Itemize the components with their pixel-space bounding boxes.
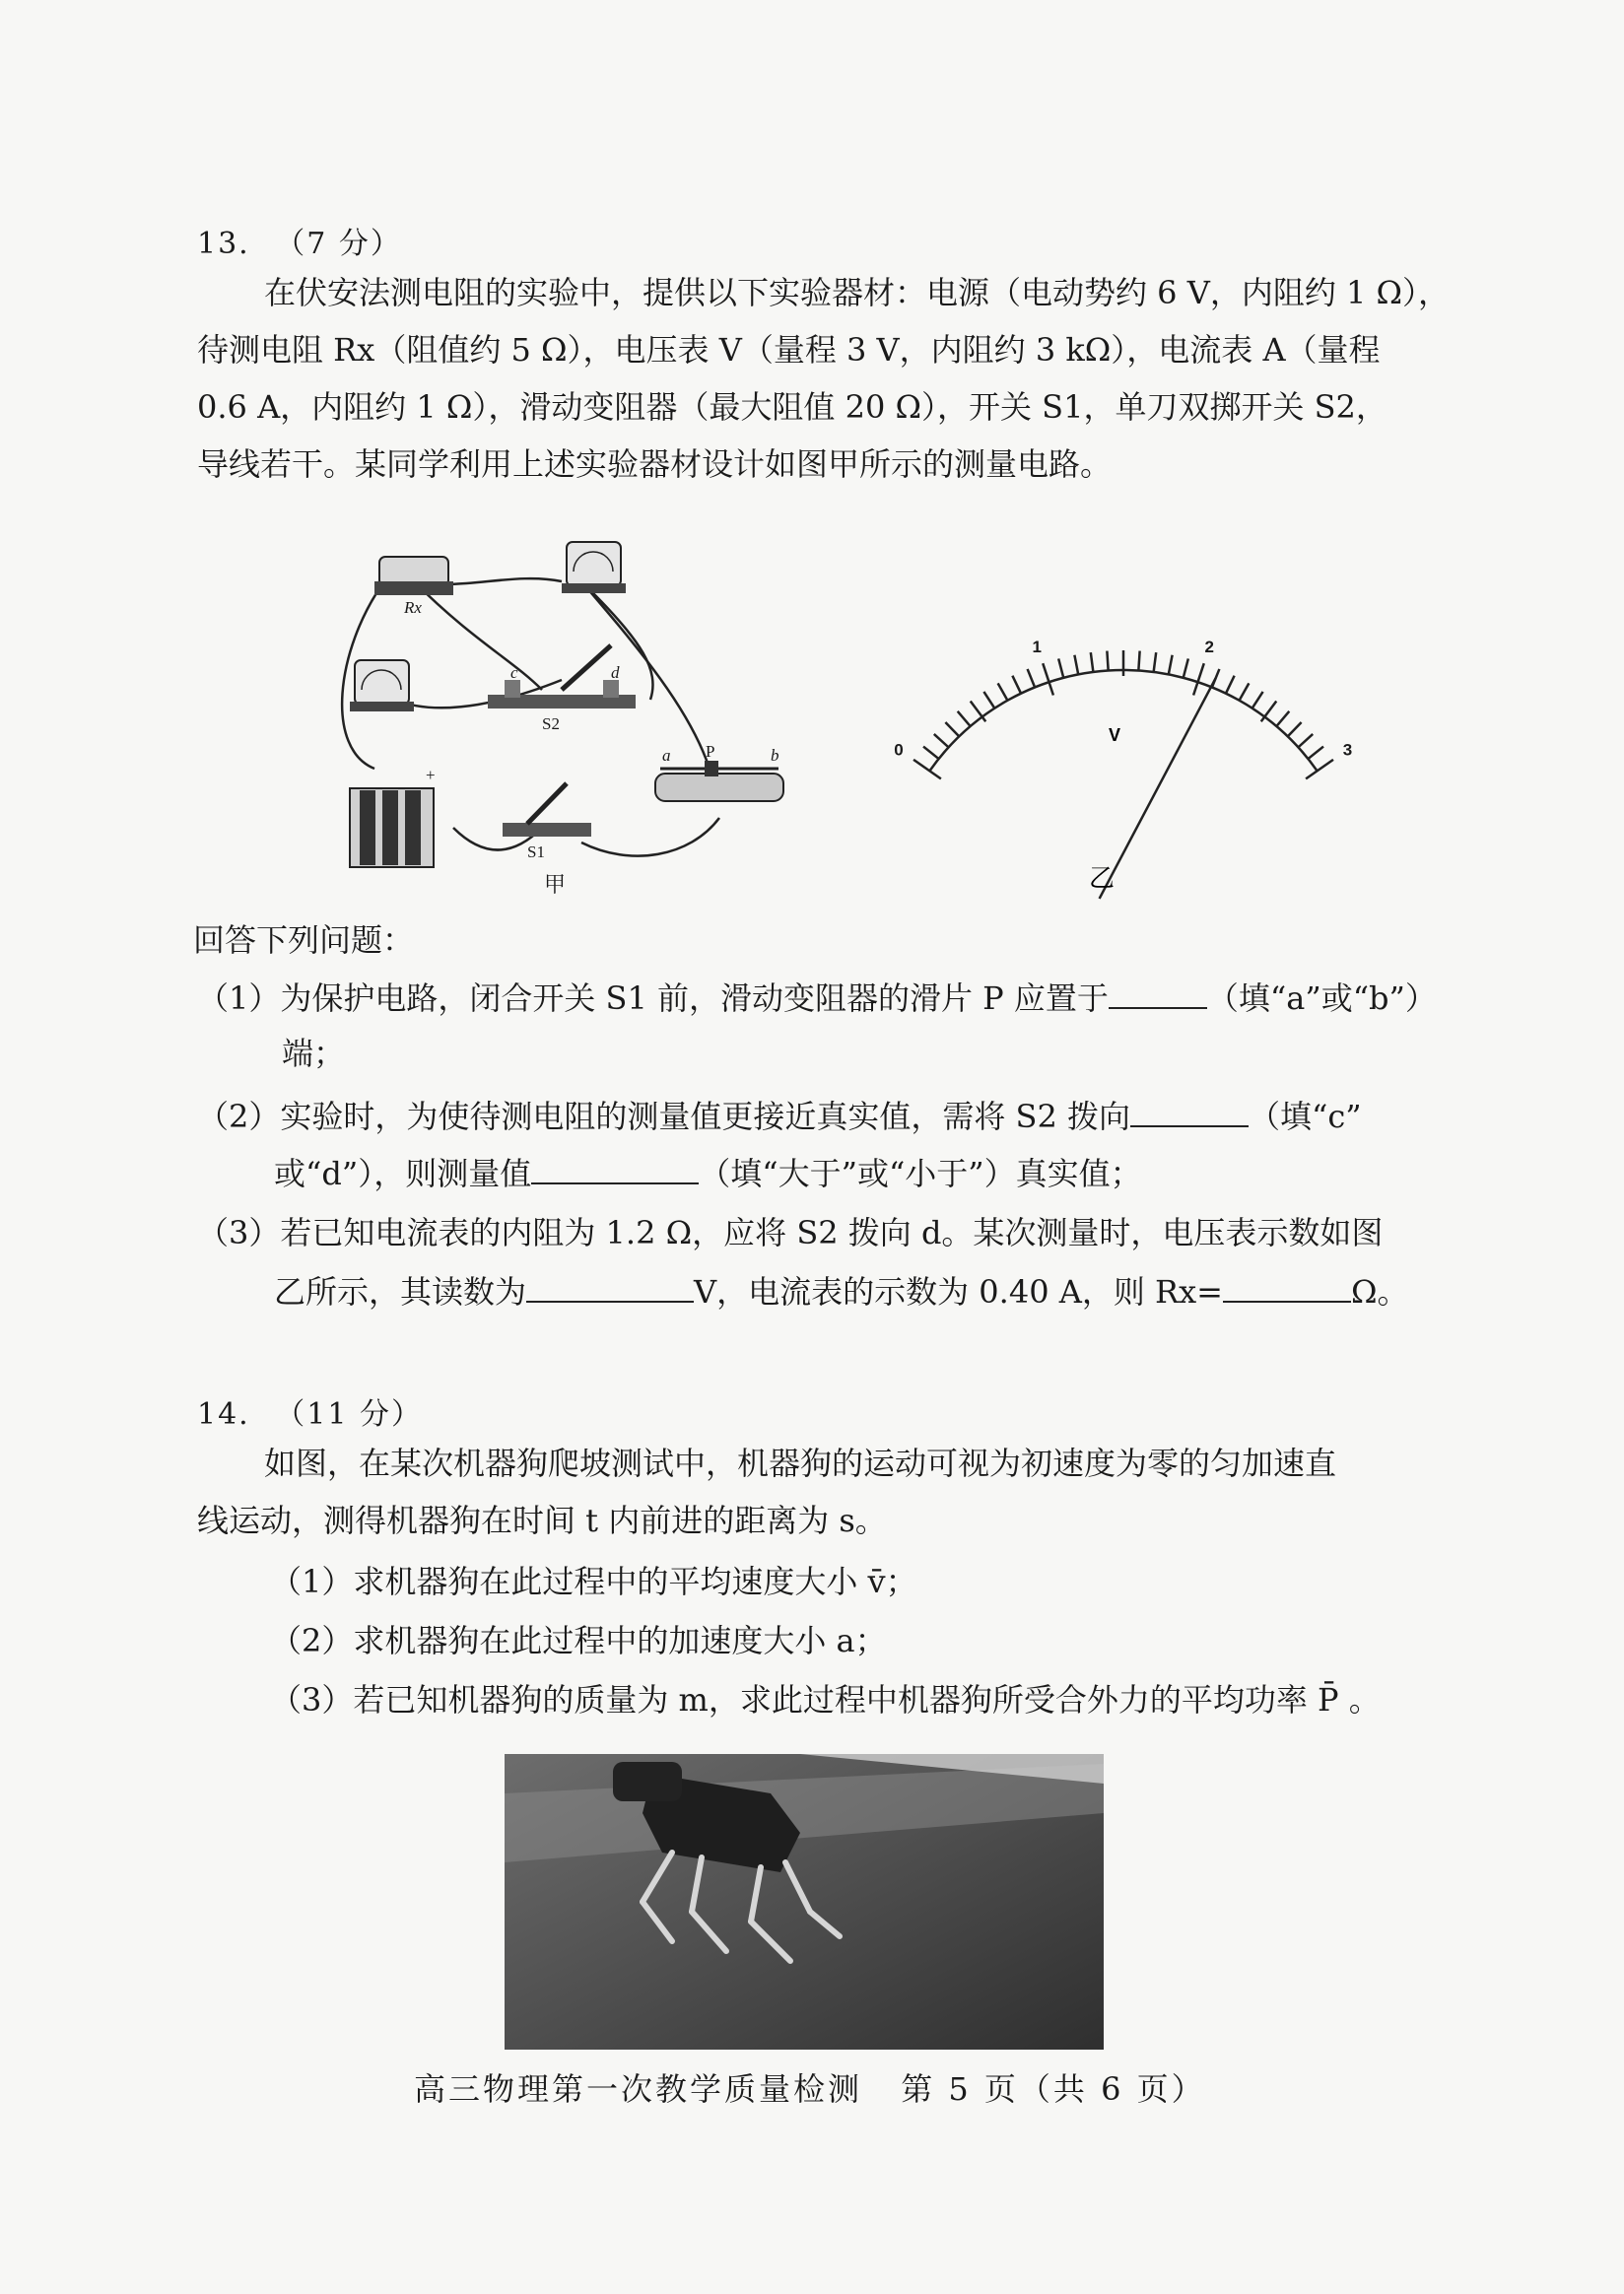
label-d: d <box>611 663 620 682</box>
dial-tick <box>1012 676 1021 694</box>
caption-jia: 甲 <box>544 872 567 897</box>
label-s2: S2 <box>542 714 560 733</box>
q13-intro-line: 待测电阻 Rx（阻值约 5 Ω），电压表 V（量程 3 V，内阻约 3 kΩ），电流表 A（量程 <box>197 331 1381 369</box>
dial-tick <box>923 747 939 759</box>
dial-tick <box>1074 655 1078 675</box>
q13-item-3-cont: 乙所示，其读数为 V，电流表的示数为 0.40 A，则 Rx= Ω。 <box>274 1273 1409 1311</box>
voltmeter <box>350 660 414 711</box>
answer-blank[interactable] <box>1223 1271 1351 1303</box>
q14-points: （11 分） <box>275 1397 423 1432</box>
battery <box>350 788 434 867</box>
dial-unit: V <box>1109 725 1121 745</box>
label-a: a <box>662 746 671 765</box>
q13-intro-line: 在伏安法测电阻的实验中，提供以下实验器材：电源（电动势约 6 V，内阻约 1 Ω）， <box>264 274 1451 311</box>
dial-tick <box>1154 652 1157 672</box>
label-b: b <box>771 746 779 765</box>
q14-number: 14. <box>197 1397 250 1432</box>
q14-intro-line: 线运动，测得机器狗在时间 t 内前进的距离为 s。 <box>197 1502 887 1539</box>
q13-header <box>197 219 402 262</box>
dial-tick <box>1193 663 1204 695</box>
q13-answer-prompt: 回答下列问题： <box>193 921 415 959</box>
dial-tick <box>1184 658 1188 677</box>
q14-intro-line: 如图，在某次机器狗爬坡测试中，机器狗的运动可视为初速度为零的匀加速直 <box>264 1445 1337 1482</box>
label-plus: + <box>426 766 436 784</box>
answer-blank[interactable] <box>531 1153 699 1184</box>
dial-arc <box>929 670 1317 771</box>
dial-tick-label: 3 <box>1342 740 1353 760</box>
voltmeter-dial-yi <box>867 581 1380 907</box>
ammeter <box>562 542 626 593</box>
wire <box>414 581 542 690</box>
dial-needle <box>1100 678 1216 899</box>
dial-tick <box>958 711 971 726</box>
robot-dog-photo <box>505 1754 1104 2050</box>
q13-item-3: （3）若已知电流表的内阻为 1.2 Ω，应将 S2 拨向 d。某次测量时，电压表示数如图 <box>197 1214 1384 1251</box>
dial-tick-label: 0 <box>894 740 904 760</box>
dial-tick <box>1226 676 1235 694</box>
answer-blank[interactable] <box>526 1271 694 1303</box>
answer-blank[interactable] <box>1130 1096 1249 1127</box>
dial-tick <box>1138 651 1139 671</box>
dial-tick <box>1308 747 1323 759</box>
dial-tick <box>1058 658 1063 677</box>
dial-tick <box>1240 683 1250 700</box>
q13-item-2: （2）实验时，为使待测电阻的测量值更接近真实值，需将 S2 拨向 （填“c” <box>197 1098 1362 1135</box>
q13-intro-line: 导线若干。某同学利用上述实验器材设计如图甲所示的测量电路。 <box>197 445 1113 483</box>
q14-intro <box>197 1435 1458 1549</box>
q13-number: 13. <box>197 227 250 261</box>
label-c: c <box>510 663 518 682</box>
dial-tick <box>983 692 994 708</box>
switch-s1 <box>503 783 591 837</box>
wire <box>581 581 710 769</box>
q13-item-1-cont: 端； <box>282 1035 346 1072</box>
dial-tick-label: 2 <box>1204 638 1214 657</box>
dial-tick <box>1107 651 1108 671</box>
wire <box>581 818 719 856</box>
resistor-rx <box>374 557 453 595</box>
q13-item-2-cont: 或“d”），则测量值 （填“大于”或“小于”）真实值； <box>274 1155 1142 1192</box>
dial-tick <box>1043 663 1053 695</box>
wire <box>591 591 653 700</box>
rheostat <box>655 761 783 801</box>
q14-item-1: （1）求机器狗在此过程中的平均速度大小 v̄； <box>270 1563 917 1600</box>
dial-tick <box>945 722 959 736</box>
q13-item-1: （1）为保护电路，闭合开关 S1 前，滑动变阻器的滑片 P 应置于 （填“a”或“b”） <box>197 979 1437 1017</box>
dial-tick <box>1276 711 1289 726</box>
dial-tick <box>998 683 1008 700</box>
page-footer <box>414 2064 1232 2110</box>
label-p: P <box>706 742 715 761</box>
dial-tick <box>934 734 949 747</box>
label-rx: Rx <box>404 598 422 617</box>
dial-tick <box>1028 669 1035 688</box>
q14-item-2: （2）求机器狗在此过程中的加速度大小 a； <box>270 1622 887 1659</box>
q14-item-3: （3）若已知机器狗的质量为 m，求此过程中机器狗所受合外力的平均功率 P̄ 。 <box>270 1681 1381 1719</box>
dial-tick <box>1169 655 1173 675</box>
footer-page-number: 第 5 页（共 6 页） <box>901 2070 1206 2108</box>
answer-blank[interactable] <box>1109 978 1207 1009</box>
q13-points: （7 分） <box>275 227 402 261</box>
label-s1: S1 <box>527 843 545 861</box>
dial-tick <box>1288 722 1302 736</box>
q14-header <box>197 1389 423 1433</box>
dial-tick <box>1091 652 1094 672</box>
footer-exam-title: 高三物理第一次教学质量检测 <box>414 2070 863 2108</box>
q13-intro <box>197 264 1458 493</box>
dial-tick-label: 1 <box>1032 638 1043 657</box>
dial-tick <box>1252 692 1263 708</box>
q13-intro-line: 0.6 A，内阻约 1 Ω），滑动变阻器（最大阻值 20 Ω），开关 S1，单刀双掷开关 S2， <box>197 388 1387 426</box>
caption-yi: 乙 <box>1089 864 1116 894</box>
circuit-diagram-jia <box>315 532 808 907</box>
dial-tick <box>1298 734 1313 747</box>
